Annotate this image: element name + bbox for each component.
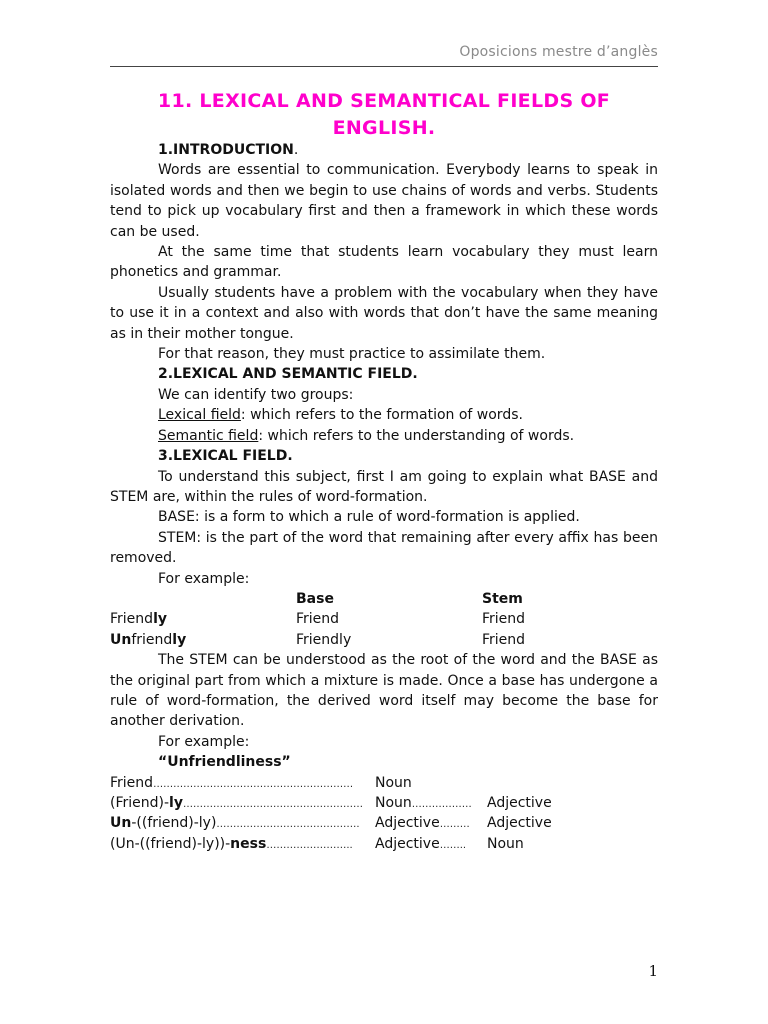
derivation-row (110, 834, 658, 854)
term-semantic-field: Semantic field (158, 427, 259, 444)
derivation-form: (Friend)-ly……………………………………………… (110, 794, 363, 811)
example-word: Unfriendly (110, 631, 187, 648)
paragraph: Words are essential to communication. Everybody learns to speak in isolated words and then we begin to use chains of words and verbs. Students tend to pick up vocabulary first and then a framework in which these words can be used. (110, 162, 658, 240)
example-label: For example: (158, 570, 250, 587)
section-heading-lexical-semantic: 2.LEXICAL AND SEMANTIC FIELD. (158, 366, 418, 383)
paragraph: We can identify two groups: (158, 386, 354, 403)
derivation-form: Un-((friend)-ly)……………………………………. (110, 815, 360, 832)
derivation-result: Noun (487, 835, 524, 852)
table-row (110, 609, 658, 629)
paragraph: The STEM can be understood as the root of the word and the BASE as the original part from which a mixture is made. Once a base has undergone a rule of word-formation, the derived word itself may become the base for another derivation. (110, 652, 658, 730)
table-row (110, 630, 658, 650)
derivation-row (110, 813, 658, 833)
example-word: Friendly (110, 611, 167, 628)
base-cell: Friendly (296, 631, 352, 648)
paragraph: At the same time that students learn vocabulary they must learn phonetics and grammar. (110, 244, 658, 281)
derivation-category: Adjective…….. (375, 835, 467, 852)
chapter-title (110, 88, 658, 142)
document-body (110, 140, 658, 854)
base-stem-table (110, 589, 658, 650)
header-rule (110, 66, 658, 67)
term-lexical-field: Lexical field (158, 407, 241, 424)
derivation-category: Noun (375, 774, 412, 791)
section-heading-introduction: 1.INTRODUCTION. (158, 142, 299, 158)
definition-stem: STEM: is the part of the word that remaining after every affix has been removed. (110, 529, 658, 567)
derivation-table (110, 773, 658, 855)
stem-cell: Friend (482, 611, 526, 628)
definition-semantic-field: Semantic field: which refers to the understanding of words. (158, 427, 575, 444)
paragraph: Usually students have a problem with the vocabulary when they have to use it in a context and also with words that don’t have the same meaning as in their mother tongue. (110, 284, 658, 342)
stem-cell: Friend (482, 631, 526, 648)
derivation-form: (Un-((friend)-ly))-ness…………………….. (110, 835, 353, 852)
derivation-row (110, 773, 658, 793)
column-header-stem: Stem (482, 590, 523, 607)
derivation-category: Adjective……… (375, 815, 470, 832)
derivation-row (110, 793, 658, 813)
derivation-form: Friend…………………………………………………… (110, 774, 354, 791)
derivation-result: Adjective (487, 815, 552, 832)
base-cell: Friend (296, 611, 340, 628)
definition-base: BASE: is a form to which a rule of word-formation is applied. (158, 509, 580, 526)
derivation-result: Adjective (487, 794, 552, 811)
derivation-category: Noun……………… (375, 794, 472, 811)
section-heading-lexical-field: 3.LEXICAL FIELD. (158, 448, 293, 465)
example-label: For example: (158, 733, 250, 750)
definition-lexical-field: Lexical field: which refers to the formation of words. (158, 407, 523, 424)
paragraph: For that reason, they must practice to assimilate them. (158, 346, 546, 363)
example-word-unfriendliness: “Unfriendliness” (158, 754, 291, 771)
table-header-row (110, 589, 658, 609)
title-line-2: ENGLISH. (332, 117, 436, 139)
title-line-1: 11. LEXICAL AND SEMANTICAL FIELDS OF (157, 90, 611, 112)
page-number: 1 (648, 962, 658, 980)
column-header-base: Base (296, 590, 334, 607)
running-header: Oposicions mestre d’anglès (459, 44, 658, 60)
paragraph: To understand this subject, first I am going to explain what BASE and STEM are, within the rules of word-formation. (110, 468, 658, 505)
